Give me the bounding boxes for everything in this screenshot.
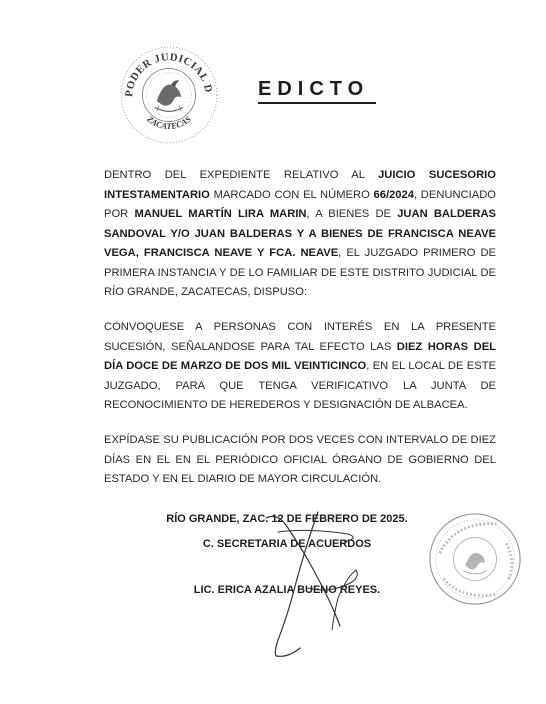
seal-text-top: PODER JUDICIAL D (123, 51, 215, 98)
place-date: RÍO GRANDE, ZAC. 12 DE FEBRERO DE 2025. (166, 513, 408, 525)
handwritten-signature (248, 498, 388, 668)
p2-bold-1: DIEZ HORAS DEL DÍA DOCE DE MARZO DE DOS MIL VEINTICINCO (104, 340, 496, 372)
p1-text-2: MARCADO CON EL NÚMERO (209, 188, 374, 201)
p2-text-1: CONVOQUESE A PERSONAS CON INTERÉS EN LA PRESENTE SUCESIÓN, SEÑALANDOSE PARA TAL EFECTO LAS (104, 321, 496, 353)
judicial-seal-emblem (118, 44, 220, 146)
court-stamp (426, 510, 524, 608)
p1-text-3: , DENUNCIADO POR (104, 188, 496, 220)
seal-text-bottom: ZACATECAS (145, 113, 193, 132)
signer-name: LIC. ERICA AZALIA BUENO REYES. (193, 584, 381, 596)
p1-bold-4: JUAN BALDERAS SANDOVAL Y/O JUAN BALDERAS Y A BIENES DE FRANCISCA NEAVE VEGA, FRANCISCA NEAVE Y FCA. NEAVE (104, 208, 496, 259)
p1-bold-2: 66/2024 (373, 188, 414, 201)
document-title: EDICTO (258, 78, 370, 100)
paragraph-3: EXPÍDASE SU PUBLICACIÓN POR DOS VECES CON INTERVALO DE DIEZ DÍAS EN EL EN EL PERIÓDICO OFICIAL ÓRGANO DE GOBIERNO DEL ESTADO Y EN EL DIARIO DE MAYOR CIRCULACIÓN. (104, 434, 496, 485)
paragraph-2 (104, 318, 496, 416)
p2-text-2: , EN EL LOCAL DE ESTE JUZGADO, PARA QUE TENGA VERIFICATIVO LA JUNTA DE RECONOCIMIENTO DE HEREDEROS Y DESIGNACIÓN DE ALBACEA. (104, 360, 496, 411)
title-underline (258, 102, 376, 104)
paragraph-1 (104, 166, 496, 303)
p1-bold-1: JUICIO SUCESORIO INTESTAMENTARIO (104, 169, 496, 201)
p1-text-5: , EL JUZGADO PRIMERO DE PRIMERA INSTANCIA Y DE LO FAMILIAR DE ESTE DISTRITO JUDICIAL DE RÍO GRANDE, ZACATECAS, DISPUSO: (104, 247, 496, 298)
p1-bold-3: MANUEL MARTÍN LIRA MARIN (134, 208, 307, 220)
p1-text-1: DENTRO DEL EXPEDIENTE RELATIVO AL (104, 169, 379, 181)
signer-role: C. SECRETARIA DE ACUERDOS (202, 538, 372, 550)
p1-text-4: , A BIENES DE (306, 208, 398, 220)
